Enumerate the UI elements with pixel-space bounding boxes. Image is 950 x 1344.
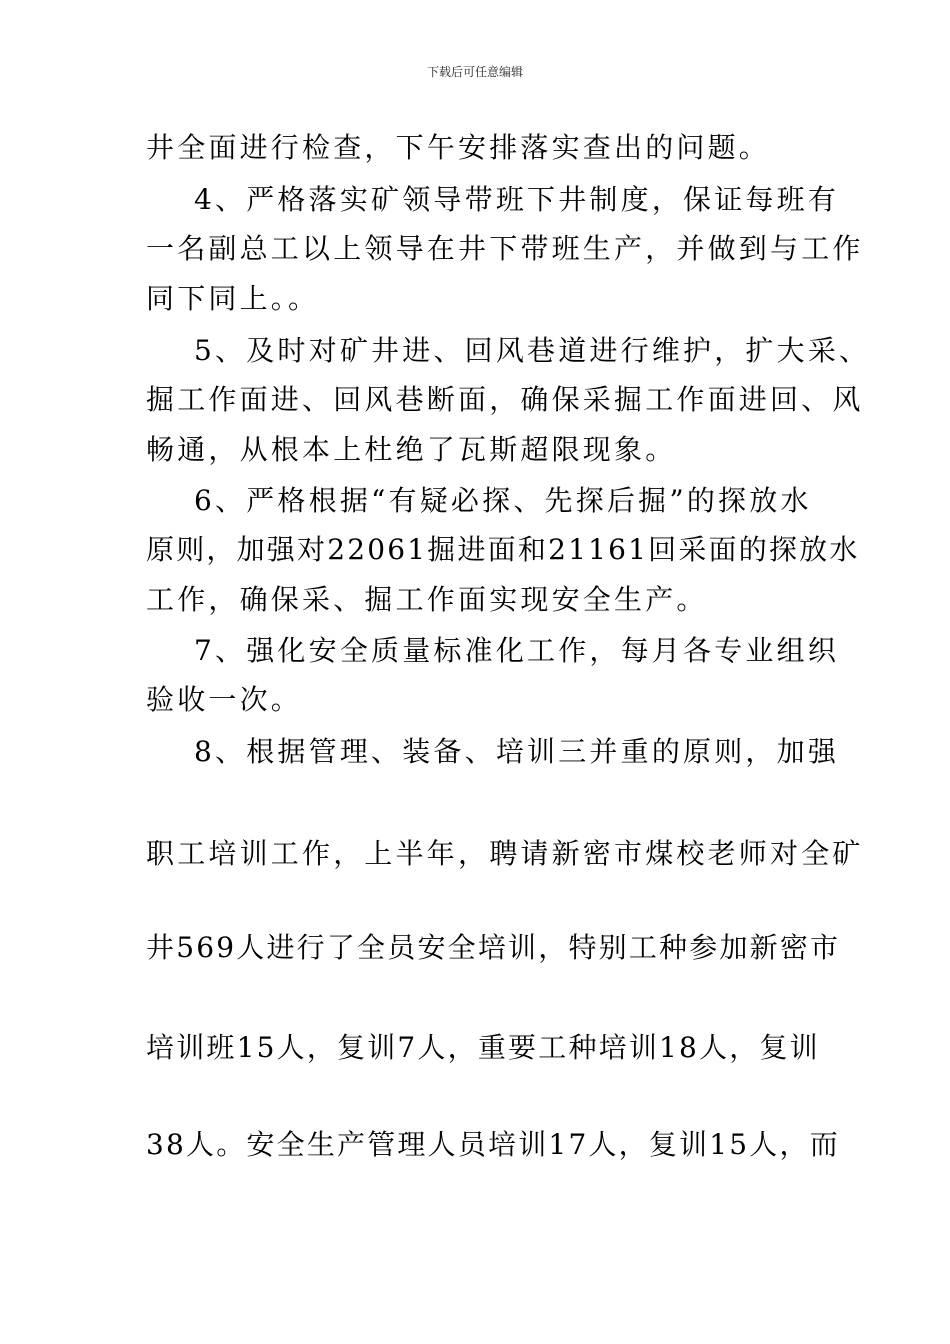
body-line: 培训班15人，复训7人，重要工种培训18人，复训 <box>146 1031 820 1064</box>
body-line: 工作，确保采、掘工作面实现安全生产。 <box>146 583 708 616</box>
body-line: 8、根据管理、装备、培训三并重的原则，加强 <box>194 735 840 768</box>
body-line: 同下同上。。 <box>146 282 320 315</box>
body-line: 掘工作面进、回风巷断面，确保采掘工作面进回、风 <box>146 383 864 416</box>
body-line: 畅通，从根本上杜绝了瓦斯超限现象。 <box>146 433 677 466</box>
body-line: 38人。安全生产管理人员培训17人，复训15人，而 <box>146 1128 840 1161</box>
body-line: 井569人进行了全员安全培训，特别工种参加新密市 <box>146 931 841 964</box>
body-line: 一名副总工以上领导在井下带班生产，并做到与工作 <box>146 232 864 265</box>
body-line: 4、严格落实矿领导带班下井制度，保证每班有 <box>194 183 840 216</box>
body-line: 7、强化安全质量标准化工作，每月各专业组织 <box>194 634 840 667</box>
body-line: 6、严格根据“有疑必探、先探后掘”的探放水 <box>194 484 812 517</box>
body-line: 验收一次。 <box>146 683 303 716</box>
body-line: 原则，加强对22061掘进面和21161回采面的探放水 <box>146 533 860 566</box>
body-line: 职工培训工作，上半年，聘请新密市煤校老师对全矿 <box>146 837 864 870</box>
body-line: 井全面进行检查，下午安排落实查出的问题。 <box>146 131 771 164</box>
body-line: 5、及时对矿井进、回风巷道进行维护，扩大采、 <box>194 334 871 367</box>
page-header-note: 下载后可任意编辑 <box>426 65 523 79</box>
